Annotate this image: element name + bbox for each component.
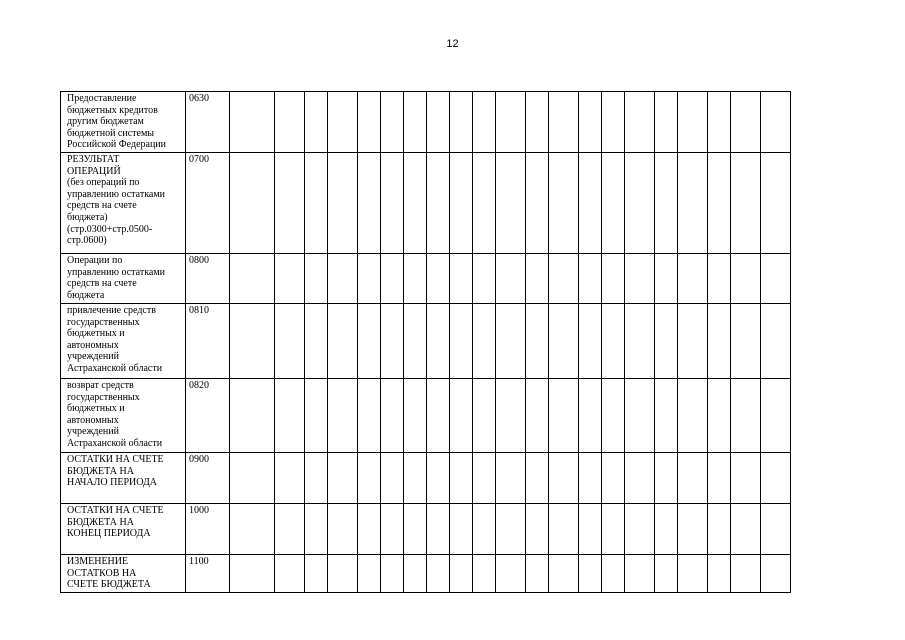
- row-label: ОСТАТКИ НА СЧЕТЕ БЮДЖЕТА НА КОНЕЦ ПЕРИОДА: [61, 504, 186, 555]
- empty-cell: [549, 254, 579, 304]
- empty-cell: [761, 254, 791, 304]
- empty-cell: [230, 153, 275, 254]
- empty-cell: [602, 555, 625, 593]
- empty-cell: [450, 379, 473, 453]
- row-code: 1000: [186, 504, 230, 555]
- empty-cell: [731, 379, 761, 453]
- empty-cell: [579, 92, 602, 153]
- empty-cell: [427, 254, 450, 304]
- empty-cell: [358, 92, 381, 153]
- empty-cell: [526, 153, 549, 254]
- empty-cell: [625, 153, 655, 254]
- empty-cell: [496, 254, 526, 304]
- empty-cell: [731, 504, 761, 555]
- empty-cell: [678, 304, 708, 379]
- empty-cell: [496, 555, 526, 593]
- empty-cell: [625, 504, 655, 555]
- empty-cell: [328, 153, 358, 254]
- empty-cell: [731, 153, 761, 254]
- empty-cell: [731, 304, 761, 379]
- row-label: возврат средств государственных бюджетных и автономных учреждений Астраханской области: [61, 379, 186, 453]
- empty-cell: [275, 92, 305, 153]
- empty-cell: [678, 254, 708, 304]
- empty-cell: [358, 555, 381, 593]
- empty-cell: [761, 555, 791, 593]
- row-label: Предоставление бюджетных кредитов другим бюджетам бюджетной системы Российской Федерации: [61, 92, 186, 153]
- empty-cell: [473, 254, 496, 304]
- empty-cell: [305, 153, 328, 254]
- empty-cell: [655, 304, 678, 379]
- empty-cell: [678, 153, 708, 254]
- empty-cell: [275, 153, 305, 254]
- empty-cell: [579, 504, 602, 555]
- empty-cell: [602, 379, 625, 453]
- empty-cell: [678, 555, 708, 593]
- empty-cell: [381, 92, 404, 153]
- empty-cell: [328, 92, 358, 153]
- empty-cell: [496, 153, 526, 254]
- empty-cell: [625, 304, 655, 379]
- empty-cell: [602, 254, 625, 304]
- empty-cell: [381, 304, 404, 379]
- empty-cell: [358, 304, 381, 379]
- empty-cell: [358, 254, 381, 304]
- empty-cell: [708, 92, 731, 153]
- empty-cell: [230, 379, 275, 453]
- empty-cell: [678, 504, 708, 555]
- empty-cell: [404, 555, 427, 593]
- empty-cell: [579, 555, 602, 593]
- empty-cell: [549, 153, 579, 254]
- table-row: [61, 153, 791, 254]
- empty-cell: [655, 504, 678, 555]
- empty-cell: [602, 92, 625, 153]
- empty-cell: [275, 504, 305, 555]
- empty-cell: [526, 254, 549, 304]
- row-code: 0900: [186, 453, 230, 504]
- empty-cell: [404, 304, 427, 379]
- empty-cell: [358, 379, 381, 453]
- empty-cell: [678, 379, 708, 453]
- row-code: 0820: [186, 379, 230, 453]
- empty-cell: [549, 379, 579, 453]
- empty-cell: [450, 304, 473, 379]
- empty-cell: [473, 153, 496, 254]
- empty-cell: [731, 92, 761, 153]
- empty-cell: [358, 453, 381, 504]
- empty-cell: [275, 304, 305, 379]
- empty-cell: [708, 379, 731, 453]
- empty-cell: [625, 453, 655, 504]
- empty-cell: [427, 304, 450, 379]
- empty-cell: [230, 304, 275, 379]
- empty-cell: [761, 92, 791, 153]
- empty-cell: [450, 153, 473, 254]
- empty-cell: [625, 92, 655, 153]
- row-label: ОСТАТКИ НА СЧЕТЕ БЮДЖЕТА НА НАЧАЛО ПЕРИОДА: [61, 453, 186, 504]
- empty-cell: [358, 504, 381, 555]
- row-label: ИЗМЕНЕНИЕ ОСТАТКОВ НА СЧЕТЕ БЮДЖЕТА: [61, 555, 186, 593]
- empty-cell: [761, 153, 791, 254]
- empty-cell: [602, 504, 625, 555]
- empty-cell: [450, 555, 473, 593]
- empty-cell: [473, 92, 496, 153]
- empty-cell: [549, 504, 579, 555]
- table-row: [61, 92, 791, 153]
- table-row: [61, 254, 791, 304]
- empty-cell: [381, 153, 404, 254]
- row-code: 0630: [186, 92, 230, 153]
- empty-cell: [427, 379, 450, 453]
- empty-cell: [549, 304, 579, 379]
- empty-cell: [305, 379, 328, 453]
- row-label: привлечение средств государственных бюджетных и автономных учреждений Астраханской области: [61, 304, 186, 379]
- empty-cell: [404, 379, 427, 453]
- empty-cell: [427, 153, 450, 254]
- empty-cell: [473, 555, 496, 593]
- empty-cell: [381, 555, 404, 593]
- empty-cell: [549, 453, 579, 504]
- empty-cell: [473, 504, 496, 555]
- empty-cell: [655, 453, 678, 504]
- empty-cell: [655, 92, 678, 153]
- empty-cell: [496, 379, 526, 453]
- empty-cell: [450, 504, 473, 555]
- empty-cell: [579, 379, 602, 453]
- empty-cell: [305, 453, 328, 504]
- empty-cell: [708, 254, 731, 304]
- empty-cell: [305, 304, 328, 379]
- empty-cell: [678, 92, 708, 153]
- empty-cell: [404, 504, 427, 555]
- row-code: 0700: [186, 153, 230, 254]
- empty-cell: [328, 504, 358, 555]
- empty-cell: [602, 453, 625, 504]
- row-code: 0810: [186, 304, 230, 379]
- empty-cell: [427, 555, 450, 593]
- table-row: [61, 453, 791, 504]
- empty-cell: [526, 555, 549, 593]
- empty-cell: [230, 453, 275, 504]
- empty-cell: [708, 453, 731, 504]
- empty-cell: [678, 453, 708, 504]
- empty-cell: [305, 504, 328, 555]
- empty-cell: [526, 379, 549, 453]
- table-row: [61, 304, 791, 379]
- empty-cell: [404, 453, 427, 504]
- empty-cell: [381, 379, 404, 453]
- empty-cell: [625, 254, 655, 304]
- empty-cell: [731, 254, 761, 304]
- empty-cell: [579, 453, 602, 504]
- empty-cell: [427, 504, 450, 555]
- empty-cell: [275, 555, 305, 593]
- empty-cell: [275, 453, 305, 504]
- empty-cell: [358, 153, 381, 254]
- empty-cell: [230, 555, 275, 593]
- empty-cell: [602, 153, 625, 254]
- empty-cell: [404, 254, 427, 304]
- empty-cell: [655, 254, 678, 304]
- empty-cell: [450, 453, 473, 504]
- empty-cell: [708, 504, 731, 555]
- empty-cell: [230, 504, 275, 555]
- empty-cell: [305, 254, 328, 304]
- empty-cell: [731, 453, 761, 504]
- empty-cell: [450, 92, 473, 153]
- empty-cell: [761, 304, 791, 379]
- empty-cell: [381, 254, 404, 304]
- budget-report-table: [60, 91, 791, 593]
- empty-cell: [708, 304, 731, 379]
- empty-cell: [496, 453, 526, 504]
- empty-cell: [328, 304, 358, 379]
- empty-cell: [496, 304, 526, 379]
- empty-cell: [328, 254, 358, 304]
- empty-cell: [579, 153, 602, 254]
- empty-cell: [496, 504, 526, 555]
- empty-cell: [305, 555, 328, 593]
- table-row: [61, 379, 791, 453]
- empty-cell: [655, 153, 678, 254]
- empty-cell: [230, 92, 275, 153]
- empty-cell: [602, 304, 625, 379]
- empty-cell: [275, 254, 305, 304]
- empty-cell: [328, 453, 358, 504]
- row-label: Операции по управлению остатками средств на счете бюджета: [61, 254, 186, 304]
- empty-cell: [708, 153, 731, 254]
- empty-cell: [579, 304, 602, 379]
- empty-cell: [427, 453, 450, 504]
- empty-cell: [526, 304, 549, 379]
- empty-cell: [230, 254, 275, 304]
- empty-cell: [761, 379, 791, 453]
- empty-cell: [761, 453, 791, 504]
- empty-cell: [579, 254, 602, 304]
- empty-cell: [761, 504, 791, 555]
- empty-cell: [404, 92, 427, 153]
- empty-cell: [526, 92, 549, 153]
- row-label: РЕЗУЛЬТАТ ОПЕРАЦИЙ (без операций по управлению остатками средств на счете бюджета) (стр.0300+стр.0500- стр.0600): [61, 153, 186, 254]
- empty-cell: [404, 153, 427, 254]
- empty-cell: [496, 92, 526, 153]
- page-number: 12: [446, 38, 459, 50]
- empty-cell: [473, 304, 496, 379]
- table-row: [61, 504, 791, 555]
- empty-cell: [328, 555, 358, 593]
- row-code: 1100: [186, 555, 230, 593]
- empty-cell: [625, 379, 655, 453]
- empty-cell: [275, 379, 305, 453]
- empty-cell: [381, 504, 404, 555]
- empty-cell: [328, 379, 358, 453]
- empty-cell: [708, 555, 731, 593]
- table-row: [61, 555, 791, 593]
- empty-cell: [655, 379, 678, 453]
- empty-cell: [526, 504, 549, 555]
- empty-cell: [549, 92, 579, 153]
- empty-cell: [450, 254, 473, 304]
- empty-cell: [381, 453, 404, 504]
- empty-cell: [655, 555, 678, 593]
- empty-cell: [731, 555, 761, 593]
- empty-cell: [473, 453, 496, 504]
- empty-cell: [427, 92, 450, 153]
- empty-cell: [625, 555, 655, 593]
- row-code: 0800: [186, 254, 230, 304]
- empty-cell: [473, 379, 496, 453]
- empty-cell: [305, 92, 328, 153]
- empty-cell: [526, 453, 549, 504]
- empty-cell: [549, 555, 579, 593]
